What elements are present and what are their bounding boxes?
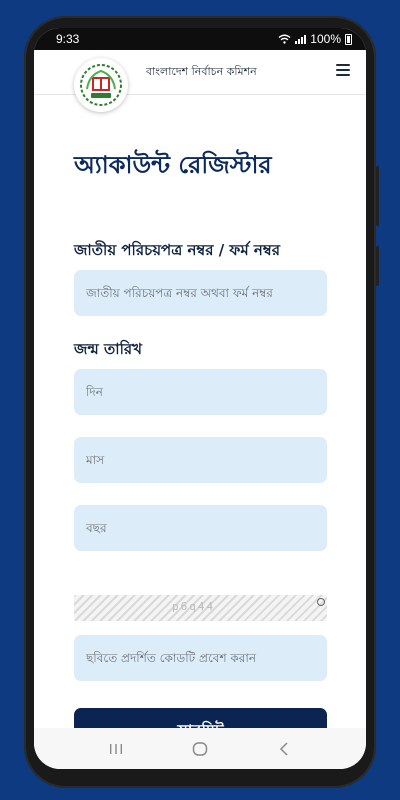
year-input[interactable] (74, 505, 327, 551)
captcha-image (74, 595, 327, 621)
captcha-code: p6q44 (172, 600, 216, 613)
battery-percent: 100% (310, 32, 341, 46)
back-icon[interactable] (274, 739, 294, 759)
screen (34, 28, 366, 769)
nid-input[interactable] (74, 270, 327, 316)
logo-emblem-icon (79, 63, 123, 107)
nid-label: জাতীয় পরিচয়পত্র নম্বর / ফর্ম নম্বর (74, 241, 280, 259)
header-title: বাংলাদেশ নির্বাচন কমিশন (146, 65, 257, 78)
page-title: অ্যাকাউন্ট রেজিস্টার (74, 151, 272, 179)
phone-side-button (376, 166, 379, 226)
battery-icon (345, 34, 352, 45)
status-bar (34, 28, 366, 50)
month-input[interactable] (74, 437, 327, 483)
election-commission-logo[interactable] (74, 58, 128, 112)
day-input[interactable] (74, 369, 327, 415)
captcha-refresh-icon[interactable] (317, 598, 325, 606)
captcha-input[interactable] (74, 635, 327, 681)
dob-label: জন্ম তারিখ (74, 340, 142, 358)
register-form (34, 147, 366, 754)
wifi-icon (278, 34, 291, 44)
android-nav-bar (34, 728, 366, 769)
signal-icon (295, 34, 306, 44)
home-icon[interactable] (190, 739, 210, 759)
status-icons (278, 32, 352, 46)
hamburger-menu-icon[interactable] (336, 64, 350, 76)
status-time: 9:33 (56, 32, 80, 46)
recent-apps-icon[interactable] (106, 739, 126, 759)
app-header (34, 50, 366, 95)
phone-power-button (376, 246, 379, 286)
